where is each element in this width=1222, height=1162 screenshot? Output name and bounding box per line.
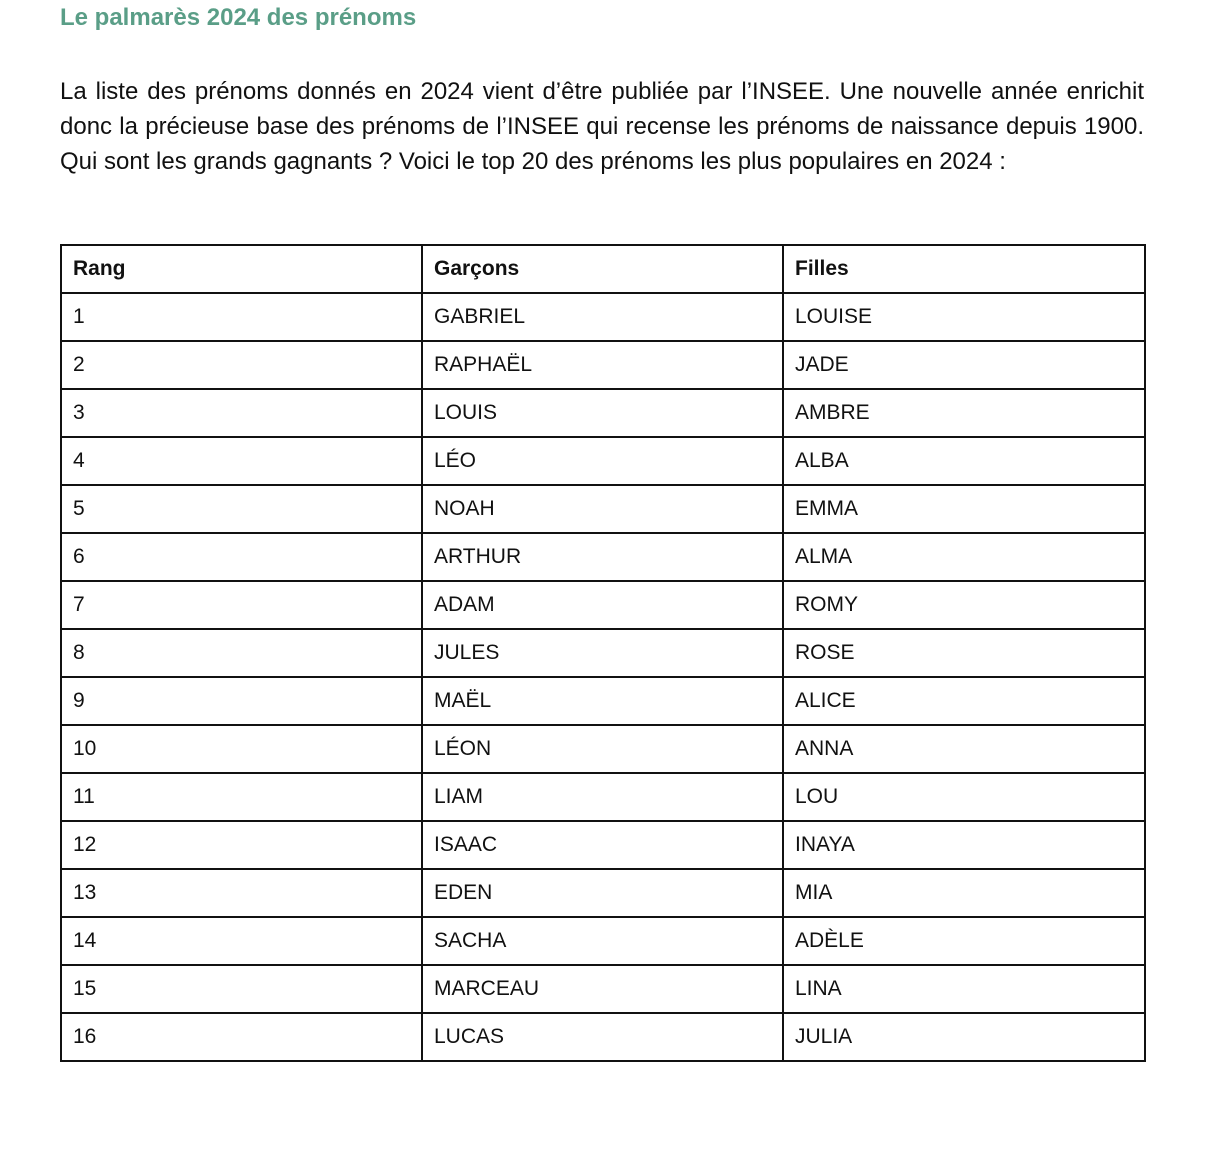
first-names-table	[60, 244, 1146, 1062]
boy-name-cell: SACHA	[422, 917, 783, 965]
rank-cell: 1	[61, 293, 422, 341]
girl-name-cell: INAYA	[783, 821, 1145, 869]
girl-name-cell: JULIA	[783, 1013, 1145, 1061]
boy-name-cell: LOUIS	[422, 389, 783, 437]
rank-cell: 6	[61, 533, 422, 581]
rank-cell: 2	[61, 341, 422, 389]
girl-name-cell: ALICE	[783, 677, 1145, 725]
boy-name-cell: NOAH	[422, 485, 783, 533]
boy-name-cell: RAPHAËL	[422, 341, 783, 389]
girl-name-cell: AMBRE	[783, 389, 1145, 437]
table-row	[61, 341, 1145, 389]
girl-name-cell: EMMA	[783, 485, 1145, 533]
table-row	[61, 485, 1145, 533]
table-row	[61, 773, 1145, 821]
girl-name-cell: ROMY	[783, 581, 1145, 629]
table-row	[61, 1013, 1145, 1061]
girl-name-cell: JADE	[783, 341, 1145, 389]
table-row	[61, 965, 1145, 1013]
table-row	[61, 917, 1145, 965]
intro-paragraph: La liste des prénoms donnés en 2024 vient d’être publiée par l’INSEE. Une nouvelle année enrichit donc la précieuse base des prénoms de l’INSEE qui recense les prénoms de naissance depuis 1900. Qui sont les grands gagnants ? Voici le top 20 des prénoms les plus populaires en 2024 :	[60, 78, 1144, 175]
table-row	[61, 629, 1145, 677]
header-boys: Garçons	[422, 245, 783, 293]
table-row	[61, 293, 1145, 341]
girl-name-cell: ALMA	[783, 533, 1145, 581]
table-row	[61, 437, 1145, 485]
boy-name-cell: EDEN	[422, 869, 783, 917]
boy-name-cell: JULES	[422, 629, 783, 677]
document	[60, 0, 1144, 1048]
rank-cell: 11	[61, 773, 422, 821]
boy-name-cell: GABRIEL	[422, 293, 783, 341]
girl-name-cell: ADÈLE	[783, 917, 1145, 965]
rank-cell: 5	[61, 485, 422, 533]
table-row	[61, 725, 1145, 773]
rank-cell: 14	[61, 917, 422, 965]
rank-cell: 3	[61, 389, 422, 437]
boy-name-cell: LÉON	[422, 725, 783, 773]
rank-cell: 13	[61, 869, 422, 917]
girl-name-cell: LINA	[783, 965, 1145, 1013]
girl-name-cell: LOUISE	[783, 293, 1145, 341]
table-row	[61, 869, 1145, 917]
header-girls: Filles	[783, 245, 1145, 293]
girl-name-cell: ROSE	[783, 629, 1145, 677]
table-row	[61, 533, 1145, 581]
rank-cell: 10	[61, 725, 422, 773]
boy-name-cell: MARCEAU	[422, 965, 783, 1013]
rank-cell: 15	[61, 965, 422, 1013]
boy-name-cell: ARTHUR	[422, 533, 783, 581]
table-row	[61, 389, 1145, 437]
rank-cell: 16	[61, 1013, 422, 1061]
rank-cell: 8	[61, 629, 422, 677]
rank-cell: 12	[61, 821, 422, 869]
boy-name-cell: LÉO	[422, 437, 783, 485]
rank-cell: 9	[61, 677, 422, 725]
boy-name-cell: LUCAS	[422, 1013, 783, 1061]
boy-name-cell: ISAAC	[422, 821, 783, 869]
girl-name-cell: MIA	[783, 869, 1145, 917]
girl-name-cell: LOU	[783, 773, 1145, 821]
rank-cell: 7	[61, 581, 422, 629]
table-row	[61, 581, 1145, 629]
table-row	[61, 677, 1145, 725]
table-row	[61, 821, 1145, 869]
table-header-row	[61, 245, 1145, 293]
rank-cell: 4	[61, 437, 422, 485]
boy-name-cell: MAËL	[422, 677, 783, 725]
boy-name-cell: ADAM	[422, 581, 783, 629]
boy-name-cell: LIAM	[422, 773, 783, 821]
girl-name-cell: ALBA	[783, 437, 1145, 485]
girl-name-cell: ANNA	[783, 725, 1145, 773]
table-body	[61, 293, 1145, 1061]
page-title: Le palmarès 2024 des prénoms	[60, 4, 417, 31]
header-rank: Rang	[61, 245, 422, 293]
